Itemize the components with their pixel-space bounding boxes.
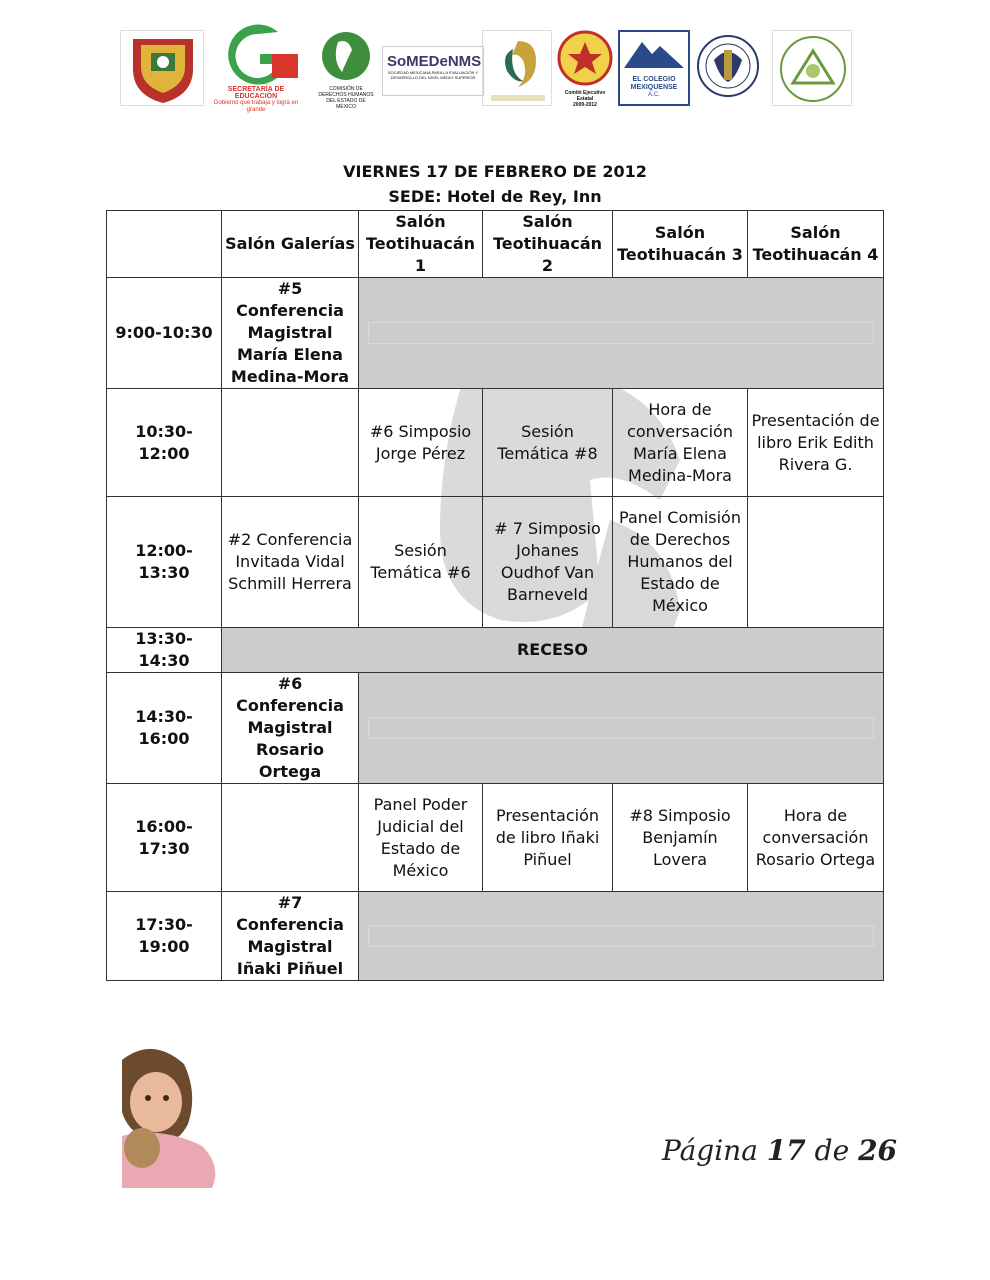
session-cell bbox=[748, 497, 884, 628]
session-cell bbox=[222, 389, 359, 497]
header-row bbox=[107, 211, 884, 278]
table-row bbox=[107, 497, 884, 628]
secretaria-subcaption: Gobierno que trabaja y logra en grande bbox=[213, 100, 299, 113]
venue-subtitle: SEDE: Hotel de Rey, Inn bbox=[388, 187, 602, 206]
child-photo bbox=[122, 1040, 220, 1188]
session-cell: Hora de conversación Rosario Ortega bbox=[748, 784, 884, 892]
session-cell: #8 Simposio Benjamín Lovera bbox=[613, 784, 748, 892]
comite-caption: Comité Ejecutivo Estatal bbox=[564, 90, 606, 102]
time-slot: 14:30-16:00 bbox=[107, 673, 222, 784]
break-cell: RECESO bbox=[222, 628, 884, 673]
page-title: VIERNES 17 DE FEBRERO DE 2012 bbox=[343, 162, 647, 181]
session-cell: #5 Conferencia Magistral María Elena Medina-Mora bbox=[222, 278, 359, 389]
time-slot: 16:00-17:30 bbox=[107, 784, 222, 892]
session-cell: #2 Conferencia Invitada Vidal Schmill Herrera bbox=[222, 497, 359, 628]
col-teotihuacan-1-header: Salón Teotihuacán 1 bbox=[359, 211, 483, 278]
universidad-estado-logo bbox=[772, 30, 852, 106]
derechos-humanos-logo bbox=[316, 30, 376, 110]
session-cell: Presentación de libro Iñaki Piñuel bbox=[483, 784, 613, 892]
total-pages: 26 bbox=[858, 1134, 898, 1167]
blocked-cell bbox=[359, 892, 884, 981]
col-galerias-header: Salón Galerías bbox=[222, 211, 359, 278]
unam-logo bbox=[696, 30, 760, 106]
estado-mexico-logo bbox=[120, 30, 204, 106]
col-teotihuacan-4-header: Salón Teotihuacán 4 bbox=[748, 211, 884, 278]
somedenms-logo bbox=[382, 46, 484, 96]
table-row bbox=[107, 784, 884, 892]
time-slot: 10:30-12:00 bbox=[107, 389, 222, 497]
session-cell bbox=[222, 784, 359, 892]
blocked-cell bbox=[359, 673, 884, 784]
session-cell: #7 Conferencia Magistral Iñaki Piñuel bbox=[222, 892, 359, 981]
time-slot: 9:00-10:30 bbox=[107, 278, 222, 389]
session-cell: #6 Conferencia Magistral Rosario Ortega bbox=[222, 673, 359, 784]
table-row bbox=[107, 628, 884, 673]
page-number-footer bbox=[662, 1134, 897, 1167]
colegio-caption: EL COLEGIO MEXIQUENSE bbox=[630, 76, 678, 91]
comite-subcaption: 2009-2012 bbox=[573, 102, 597, 108]
col-teotihuacan-3-header: Salón Teotihuacán 3 bbox=[613, 211, 748, 278]
footer-of: de bbox=[814, 1134, 850, 1167]
table-row bbox=[107, 389, 884, 497]
secretaria-educacion-logo bbox=[206, 30, 306, 113]
col-teotihuacan-2-header: Salón Teotihuacán 2 bbox=[483, 211, 613, 278]
session-cell: Panel Poder Judicial del Estado de México bbox=[359, 784, 483, 892]
derechos-caption: COMISIÓN DE DERECHOS HUMANOS DEL ESTADO DE MÉXICO bbox=[318, 86, 374, 110]
table-row bbox=[107, 278, 884, 389]
session-cell: Panel Comisión de Derechos Humanos del Estado de México bbox=[613, 497, 748, 628]
session-cell: Presentación de libro Erik Edith Rivera G. bbox=[748, 389, 884, 497]
table-row bbox=[107, 673, 884, 784]
session-cell: Sesión Temática #6 bbox=[359, 497, 483, 628]
time-slot: 13:30-14:30 bbox=[107, 628, 222, 673]
colegio-subcaption: A.C. bbox=[648, 92, 660, 98]
session-cell: # 7 Simposio Johanes Oudhof Van Barneveld bbox=[483, 497, 613, 628]
session-cell: Hora de conversación María Elena Medina-Mora bbox=[613, 389, 748, 497]
somedenms-subcaption: SOCIEDAD MEXICANA PARA LA EVALUACIÓN Y DESARROLLO DEL NIVEL MEDIO SUPERIOR bbox=[387, 70, 479, 80]
time-slot: 17:30-19:00 bbox=[107, 892, 222, 981]
secretaria-caption: SECRETARÍA DE EDUCACIÓN bbox=[227, 86, 285, 100]
current-page: 17 bbox=[766, 1134, 806, 1167]
somedenms-caption: SoMEDeNMS bbox=[387, 53, 482, 70]
footer-label: Página bbox=[662, 1134, 758, 1167]
session-cell: #6 Simposio Jorge Pérez bbox=[359, 389, 483, 497]
session-cell: Sesión Temática #8 bbox=[483, 389, 613, 497]
comite-ejecutivo-logo bbox=[556, 30, 614, 106]
col-time-header bbox=[107, 211, 222, 278]
header-logos bbox=[120, 30, 855, 113]
schedule-table bbox=[106, 210, 884, 981]
colegio-mexiquense-logo bbox=[618, 30, 690, 106]
blocked-cell bbox=[359, 278, 884, 389]
poder-judicial-logo bbox=[482, 30, 552, 106]
time-slot: 12:00-13:30 bbox=[107, 497, 222, 628]
table-row bbox=[107, 892, 884, 981]
